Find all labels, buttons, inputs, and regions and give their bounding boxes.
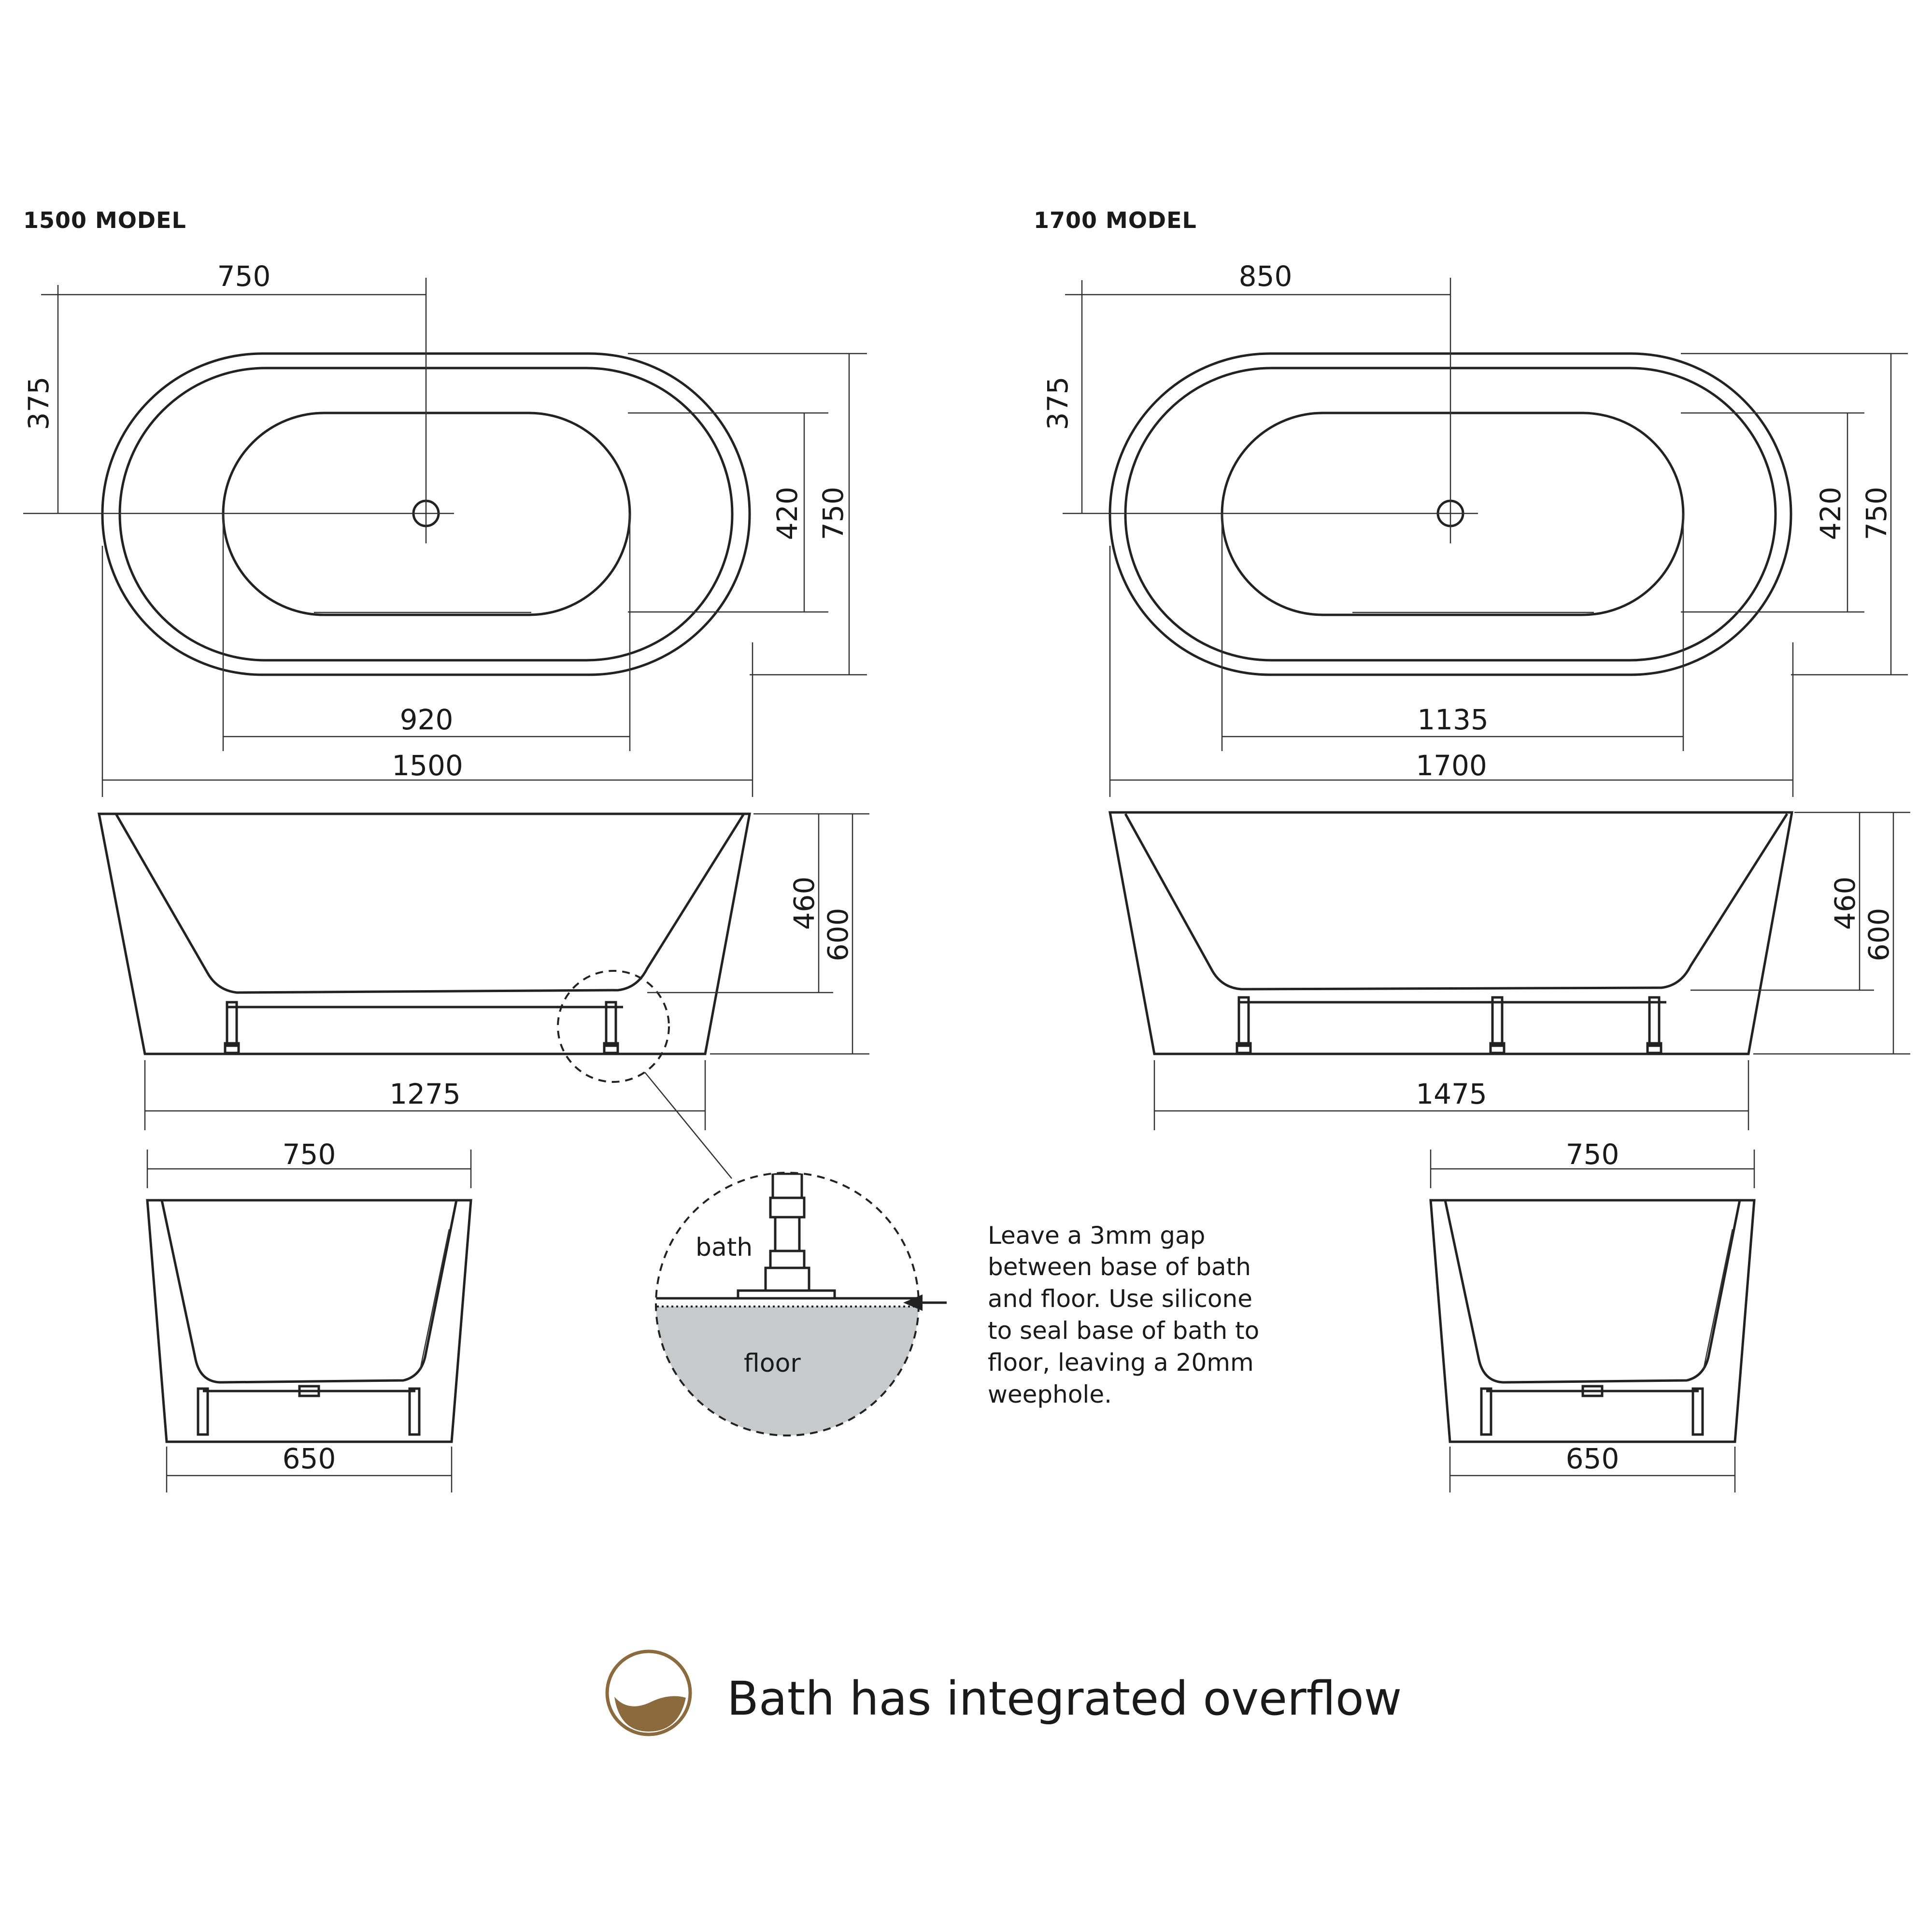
dim-overall-width: 750 <box>817 486 850 540</box>
model-1700-title: 1700 MODEL <box>1034 207 1197 233</box>
model-1500-plan-view <box>22 260 867 797</box>
dim-end-top-width: 750 <box>1565 1138 1619 1171</box>
floor-gap-detail <box>652 1169 1259 1451</box>
bath-label: bath <box>696 1233 753 1262</box>
dim-overall-length: 1700 <box>1416 749 1487 782</box>
gap-instruction-note <box>988 1222 1259 1408</box>
dim-inner-width: 420 <box>771 486 804 540</box>
dim-end-base-width: 650 <box>282 1442 336 1475</box>
overflow-icon <box>607 1651 690 1734</box>
model-1500-side-view <box>99 814 869 1179</box>
dim-end-base-width: 650 <box>1565 1442 1619 1475</box>
note-line: to seal base of bath to <box>988 1317 1260 1345</box>
model-1500 <box>22 207 869 1492</box>
end-shell <box>1431 1200 1754 1442</box>
note-line: Leave a 3mm gap <box>988 1222 1206 1250</box>
side-shell <box>99 814 750 1054</box>
dim-overall-length: 1500 <box>392 749 463 782</box>
dim-overall-width: 750 <box>1860 486 1893 540</box>
overflow-banner <box>607 1651 1402 1734</box>
dim-half-width: 375 <box>1041 376 1074 430</box>
model-1700-end-view <box>1431 1138 1754 1492</box>
model-1700-side-view <box>1110 812 1910 1130</box>
model-1700-plan-view <box>1041 260 1908 797</box>
note-line: floor, leaving a 20mm <box>988 1349 1254 1377</box>
dim-end-top-width: 750 <box>282 1138 336 1171</box>
floor-area <box>652 1307 923 1451</box>
note-line: between base of bath <box>988 1253 1251 1281</box>
dim-inner-width: 420 <box>1814 486 1847 540</box>
dim-base-length: 1275 <box>389 1078 461 1110</box>
note-line: and floor. Use silicone <box>988 1285 1252 1313</box>
dim-half-length: 750 <box>217 260 271 293</box>
dim-overall-height: 600 <box>1862 908 1895 962</box>
dim-overall-height: 600 <box>822 908 854 962</box>
floor-label: floor <box>744 1349 801 1378</box>
dim-base-length: 1475 <box>1416 1078 1487 1110</box>
model-1500-end-view <box>147 1138 471 1492</box>
dim-inner-depth: 460 <box>1829 876 1861 930</box>
dim-half-width: 375 <box>22 376 55 430</box>
dim-inner-length: 920 <box>399 703 454 736</box>
dim-inner-depth: 460 <box>788 876 821 930</box>
dim-inner-length: 1135 <box>1417 703 1489 736</box>
note-line: weephole. <box>988 1380 1112 1408</box>
end-shell <box>147 1200 471 1442</box>
overflow-text: Bath has integrated overflow <box>727 1672 1402 1726</box>
side-shell <box>1110 812 1792 1054</box>
dim-half-length: 850 <box>1238 260 1293 293</box>
model-1500-title: 1500 MODEL <box>23 207 186 233</box>
